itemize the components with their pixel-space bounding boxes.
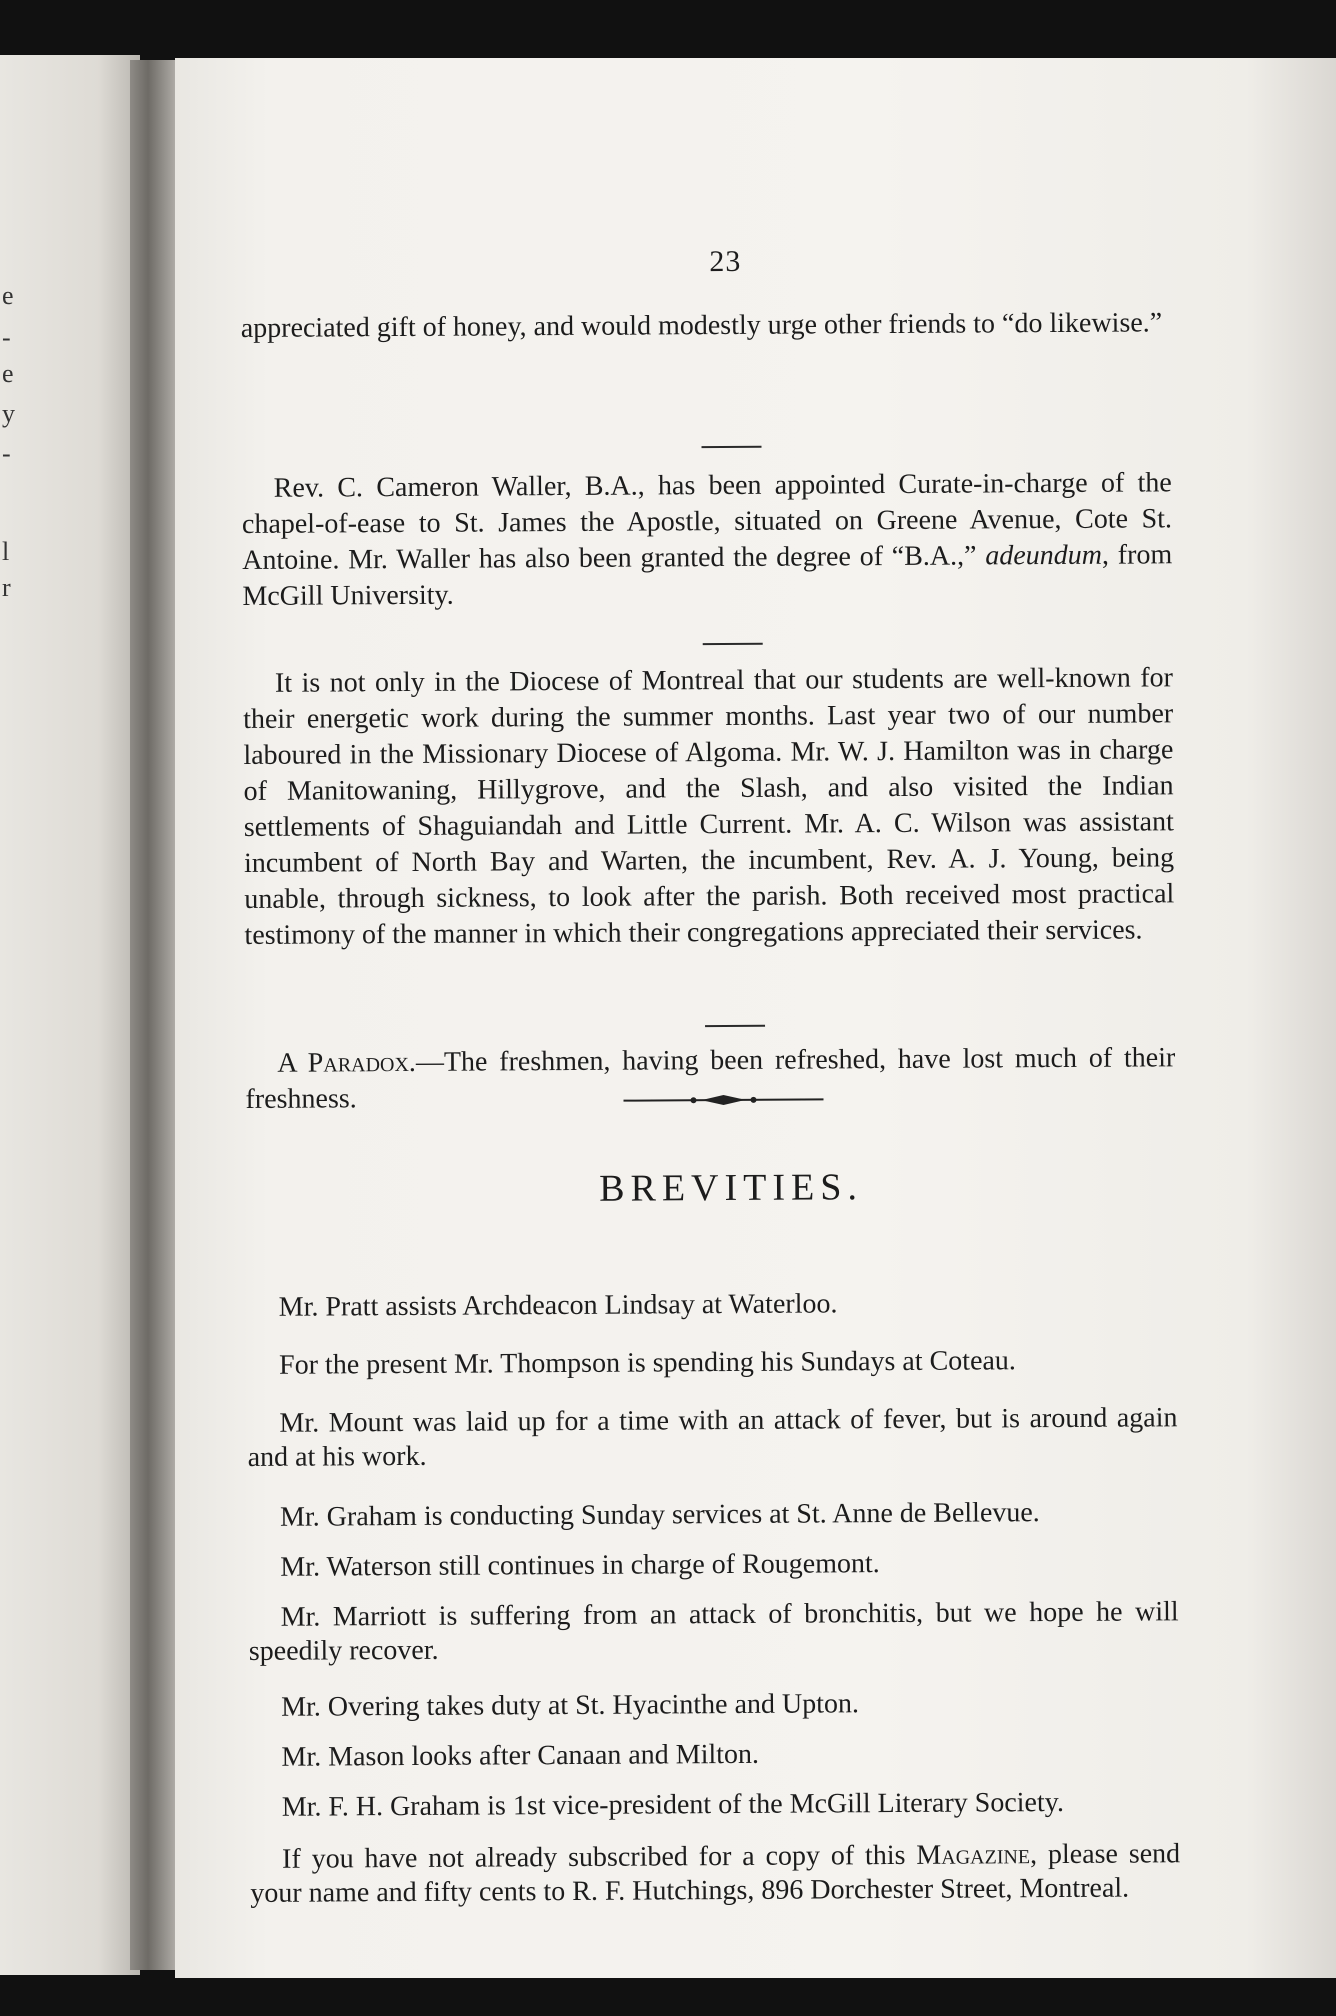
brevity-item: Mr. Overing takes duty at St. Hyacinthe and Upton.: [281, 1688, 860, 1723]
brevity-item: Mr. Mount was laid up for a time with an attack of fever, but is around again and at his work.: [247, 1402, 1178, 1473]
facing-page-strip: [0, 55, 140, 1975]
margin-char: y: [2, 399, 15, 428]
brevity-item: Mr. Pratt assists Archdeacon Lindsay at Waterloo.: [278, 1288, 838, 1323]
paragraph-waller: [242, 465, 1173, 615]
paragraph-honey: appreciated gift of honey, and would modestly urge other friends to “do likewise.”: [240, 307, 1163, 344]
section-heading: BREVITIES.: [599, 1166, 864, 1210]
section-rule: [705, 1025, 765, 1027]
brevity-item: Mr. Mason looks after Canaan and Milton.: [281, 1738, 760, 1773]
subscribe-text-a: If you have not already subscribed for a copy of this: [282, 1839, 917, 1875]
brevity-subscribe: [250, 1837, 1180, 1911]
page-number: 23: [709, 244, 742, 279]
subscribe-text-b: , please send your name and fifty cents to R. F. Hutchings, 896 Dorchester Street, Montreal.: [250, 1838, 1181, 1909]
brevity-item: Mr. F. H. Graham is 1st vice-president of the McGill Literary Society.: [281, 1786, 1065, 1823]
waller-italic: adeundum: [985, 539, 1103, 572]
magazine-label: Magazine: [916, 1839, 1031, 1871]
margin-char: r: [2, 573, 11, 602]
paradox-label: A Paradox.: [277, 1046, 416, 1079]
brevity-item: Mr. Waterson still continues in charge of Rougemont.: [280, 1548, 880, 1583]
brevity-item: Mr. Marriott is suffering from an attack of bronchitis, but we hope he will speedily recover.: [248, 1596, 1179, 1667]
brevity-item: Mr. Graham is conducting Sunday services at St. Anne de Bellevue.: [279, 1497, 1040, 1533]
page: [175, 58, 1336, 1978]
waller-text-a: Rev. C. Cameron Waller, B.A., has been appointed Curate-in-charge of the chapel-of-ease to St. James the Apostle, situated on Greene Avenue, Cote St. Antoine. Mr. Waller has also been granted the degree of “B.A.,”: [241, 467, 1173, 576]
paragraph-algoma: It is not only in the Diocese of Montreal that our students are well-known for their energetic work during the summer months. Last year two of our number laboured in the Missionary Diocese of Algoma. Mr. W. J. Hamilton was in charge of Manitowaning, Hillygrove, and the Slash, and also visited the Indian settlements of Shaguiandah and Little Current. Mr. A. C. Wilson was assistant incumbent of North Bay and Warten, the incumbent, Rev. A. J. Young, being unable, through sickness, to look after the parish. Both received most practical testimony of the manner in which their congregations appreciated their services.: [243, 662, 1175, 951]
paradox-text: —The freshmen, having been refreshed, have lost much of their freshness.: [245, 1042, 1176, 1115]
margin-char: e: [2, 281, 14, 310]
waller-text-b: , from McGill University.: [242, 539, 1173, 612]
margin-char: l: [2, 537, 10, 566]
margin-char: -: [2, 439, 11, 468]
brevity-item: For the present Mr. Thompson is spending his Sundays at Coteau.: [279, 1345, 1016, 1381]
section-rule: [703, 643, 763, 645]
section-rule: [702, 446, 762, 448]
margin-char: e: [2, 359, 14, 388]
ornament-divider-icon: [623, 1092, 823, 1107]
page-content: [209, 55, 1251, 1981]
margin-char: -: [2, 323, 11, 352]
